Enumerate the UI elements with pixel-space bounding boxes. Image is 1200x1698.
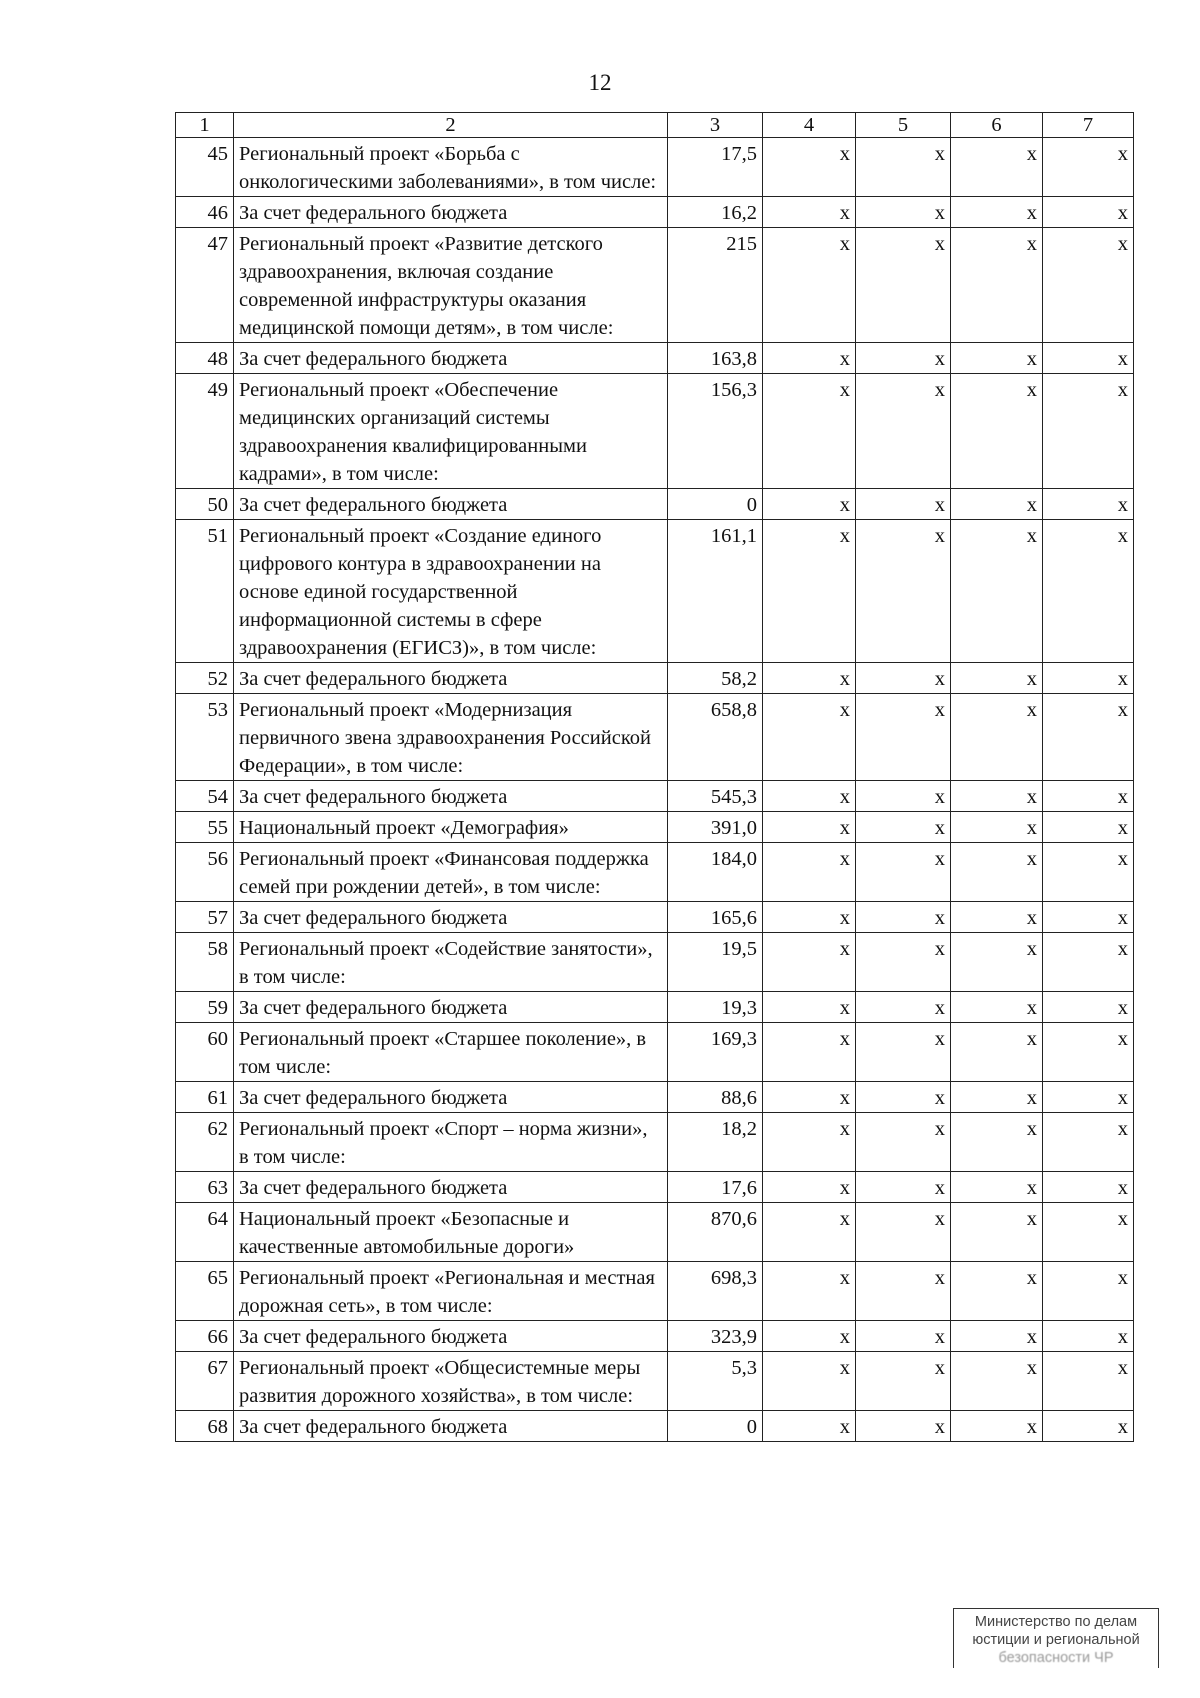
table-row [176,843,1134,902]
row-number: 68 [176,1411,234,1442]
row-cell-col6: x [951,1082,1043,1113]
column-header: 4 [763,113,856,138]
row-cell-col5: x [856,228,951,343]
row-cell-col6: x [951,1023,1043,1082]
row-cell-col5: x [856,663,951,694]
row-description: Региональный проект «Борьба с онкологическими заболеваниями», в том числе: [234,138,668,197]
row-cell-col5: x [856,1352,951,1411]
row-cell-col5: x [856,1082,951,1113]
row-cell-col5: x [856,812,951,843]
row-cell-col7: x [1043,1411,1134,1442]
row-cell-col7: x [1043,520,1134,663]
row-cell-col7: x [1043,902,1134,933]
row-cell-col5: x [856,374,951,489]
row-description: Региональный проект «Обеспечение медицинских организаций системы здравоохранения квалифицированными кадрами», в том числе: [234,374,668,489]
row-cell-col7: x [1043,374,1134,489]
row-cell-col7: x [1043,1352,1134,1411]
row-value: 391,0 [668,812,763,843]
row-value: 88,6 [668,1082,763,1113]
row-cell-col6: x [951,663,1043,694]
table-row [176,1172,1134,1203]
row-description: Региональный проект «Содействие занятости», в том числе: [234,933,668,992]
row-cell-col6: x [951,694,1043,781]
row-number: 63 [176,1172,234,1203]
row-value: 698,3 [668,1262,763,1321]
row-cell-col5: x [856,343,951,374]
registration-stamp [953,1608,1159,1668]
row-description: За счет федерального бюджета [234,1172,668,1203]
row-value: 215 [668,228,763,343]
row-cell-col6: x [951,1321,1043,1352]
row-cell-col7: x [1043,1321,1134,1352]
row-cell-col5: x [856,781,951,812]
row-description: За счет федерального бюджета [234,1321,668,1352]
row-number: 45 [176,138,234,197]
row-cell-col4: x [763,1082,856,1113]
row-value: 19,5 [668,933,763,992]
row-cell-col4: x [763,781,856,812]
table-row [176,1023,1134,1082]
column-header: 1 [176,113,234,138]
row-number: 49 [176,374,234,489]
row-description: За счет федерального бюджета [234,1411,668,1442]
row-value: 17,5 [668,138,763,197]
row-cell-col4: x [763,138,856,197]
row-cell-col4: x [763,343,856,374]
row-number: 62 [176,1113,234,1172]
table-row [176,933,1134,992]
row-number: 52 [176,663,234,694]
row-description: Региональный проект «Создание единого цифрового контура в здравоохранении на основе единой государственной информационной системы в сфере здравоохранения (ЕГИСЗ)», в том числе: [234,520,668,663]
row-cell-col5: x [856,902,951,933]
row-value: 0 [668,489,763,520]
column-header: 3 [668,113,763,138]
row-cell-col7: x [1043,843,1134,902]
row-cell-col4: x [763,489,856,520]
row-cell-col6: x [951,902,1043,933]
row-cell-col5: x [856,520,951,663]
table-row [176,1321,1134,1352]
table-row [176,1262,1134,1321]
row-value: 19,3 [668,992,763,1023]
row-cell-col6: x [951,489,1043,520]
table-row [176,992,1134,1023]
row-number: 65 [176,1262,234,1321]
row-cell-col4: x [763,1113,856,1172]
row-cell-col4: x [763,1023,856,1082]
row-cell-col4: x [763,197,856,228]
row-cell-col6: x [951,1411,1043,1442]
row-cell-col4: x [763,1411,856,1442]
row-cell-col5: x [856,933,951,992]
stamp-line: Министерство по делам [974,1614,1138,1630]
row-number: 58 [176,933,234,992]
row-description: За счет федерального бюджета [234,1082,668,1113]
row-description: За счет федерального бюджета [234,663,668,694]
row-cell-col5: x [856,197,951,228]
row-value: 161,1 [668,520,763,663]
column-header: 5 [856,113,951,138]
budget-table [175,112,1134,1442]
row-cell-col6: x [951,520,1043,663]
row-cell-col6: x [951,1203,1043,1262]
row-number: 57 [176,902,234,933]
row-cell-col7: x [1043,694,1134,781]
row-cell-col6: x [951,197,1043,228]
row-cell-col5: x [856,1321,951,1352]
row-cell-col5: x [856,1203,951,1262]
row-description: За счет федерального бюджета [234,781,668,812]
row-cell-col7: x [1043,1262,1134,1321]
column-header: 7 [1043,113,1134,138]
row-cell-col4: x [763,812,856,843]
row-cell-col4: x [763,663,856,694]
row-cell-col4: x [763,1352,856,1411]
row-value: 165,6 [668,902,763,933]
table-row [176,197,1134,228]
row-description: За счет федерального бюджета [234,489,668,520]
row-cell-col5: x [856,694,951,781]
table-row [176,489,1134,520]
table-row [176,1352,1134,1411]
table-row [176,663,1134,694]
row-number: 47 [176,228,234,343]
row-number: 53 [176,694,234,781]
table-row [176,138,1134,197]
row-value: 5,3 [668,1352,763,1411]
row-number: 59 [176,992,234,1023]
table-row [176,228,1134,343]
row-cell-col4: x [763,1203,856,1262]
row-cell-col4: x [763,374,856,489]
row-number: 46 [176,197,234,228]
row-cell-col7: x [1043,1082,1134,1113]
table-body [176,113,1134,1442]
row-value: 16,2 [668,197,763,228]
row-cell-col7: x [1043,138,1134,197]
stamp-line: юстиции и региональной [972,1632,1140,1648]
row-cell-col4: x [763,1321,856,1352]
row-description: За счет федерального бюджета [234,992,668,1023]
row-number: 64 [176,1203,234,1262]
row-cell-col6: x [951,374,1043,489]
row-description: За счет федерального бюджета [234,197,668,228]
table-row [176,1203,1134,1262]
row-cell-col7: x [1043,228,1134,343]
row-cell-col6: x [951,1352,1043,1411]
table-row [176,902,1134,933]
row-number: 60 [176,1023,234,1082]
row-cell-col5: x [856,489,951,520]
row-number: 48 [176,343,234,374]
row-cell-col4: x [763,1172,856,1203]
row-number: 55 [176,812,234,843]
stamp-line: безопасности ЧР [998,1650,1114,1666]
row-description: Региональный проект «Региональная и местная дорожная сеть», в том числе: [234,1262,668,1321]
row-description: Региональный проект «Спорт – норма жизни», в том числе: [234,1113,668,1172]
row-value: 169,3 [668,1023,763,1082]
row-cell-col5: x [856,138,951,197]
row-value: 58,2 [668,663,763,694]
row-cell-col4: x [763,520,856,663]
row-value: 163,8 [668,343,763,374]
row-cell-col4: x [763,843,856,902]
row-description: Региональный проект «Старшее поколение», в том числе: [234,1023,668,1082]
row-number: 50 [176,489,234,520]
row-description: Национальный проект «Безопасные и качественные автомобильные дороги» [234,1203,668,1262]
row-value: 658,8 [668,694,763,781]
row-cell-col6: x [951,933,1043,992]
row-cell-col7: x [1043,343,1134,374]
row-description: Региональный проект «Развитие детского здравоохранения, включая создание современной инфраструктуры оказания медицинской помощи детям», в том числе: [234,228,668,343]
row-description: Региональный проект «Модернизация первичного звена здравоохранения Российской Федерации», в том числе: [234,694,668,781]
row-cell-col5: x [856,1262,951,1321]
row-cell-col4: x [763,694,856,781]
row-value: 323,9 [668,1321,763,1352]
row-cell-col4: x [763,992,856,1023]
row-cell-col7: x [1043,992,1134,1023]
row-cell-col7: x [1043,781,1134,812]
page-number: 12 [588,70,612,95]
row-cell-col7: x [1043,663,1134,694]
table-row [176,1411,1134,1442]
row-value: 545,3 [668,781,763,812]
row-cell-col5: x [856,992,951,1023]
row-cell-col6: x [951,992,1043,1023]
row-value: 17,6 [668,1172,763,1203]
row-cell-col4: x [763,228,856,343]
table-row [176,1082,1134,1113]
row-cell-col5: x [856,1411,951,1442]
row-value: 184,0 [668,843,763,902]
row-cell-col5: x [856,1172,951,1203]
row-cell-col6: x [951,138,1043,197]
row-description: За счет федерального бюджета [234,902,668,933]
row-cell-col7: x [1043,1203,1134,1262]
table-row [176,374,1134,489]
row-cell-col7: x [1043,812,1134,843]
table-header-row [176,113,1134,138]
row-cell-col5: x [856,1023,951,1082]
row-value: 156,3 [668,374,763,489]
row-number: 66 [176,1321,234,1352]
row-value: 870,6 [668,1203,763,1262]
row-number: 51 [176,520,234,663]
row-number: 56 [176,843,234,902]
row-cell-col6: x [951,1172,1043,1203]
row-cell-col6: x [951,812,1043,843]
table-row [176,812,1134,843]
table-row [176,694,1134,781]
row-cell-col6: x [951,1113,1043,1172]
row-cell-col5: x [856,843,951,902]
table-row [176,520,1134,663]
row-value: 18,2 [668,1113,763,1172]
row-cell-col6: x [951,843,1043,902]
row-cell-col7: x [1043,197,1134,228]
row-cell-col6: x [951,781,1043,812]
row-cell-col5: x [856,1113,951,1172]
row-cell-col7: x [1043,1172,1134,1203]
row-cell-col6: x [951,228,1043,343]
row-description: Национальный проект «Демография» [234,812,668,843]
row-number: 67 [176,1352,234,1411]
row-cell-col6: x [951,1262,1043,1321]
table-row [176,781,1134,812]
table-row [176,1113,1134,1172]
row-cell-col7: x [1043,933,1134,992]
row-cell-col4: x [763,933,856,992]
row-cell-col7: x [1043,1113,1134,1172]
row-description: Региональный проект «Общесистемные меры развития дорожного хозяйства», в том числе: [234,1352,668,1411]
row-cell-col7: x [1043,489,1134,520]
row-number: 54 [176,781,234,812]
row-cell-col4: x [763,1262,856,1321]
column-header: 2 [234,113,668,138]
column-header: 6 [951,113,1043,138]
row-number: 61 [176,1082,234,1113]
row-description: Региональный проект «Финансовая поддержка семей при рождении детей», в том числе: [234,843,668,902]
row-cell-col4: x [763,902,856,933]
row-description: За счет федерального бюджета [234,343,668,374]
row-cell-col7: x [1043,1023,1134,1082]
table-row [176,343,1134,374]
row-cell-col6: x [951,343,1043,374]
row-value: 0 [668,1411,763,1442]
